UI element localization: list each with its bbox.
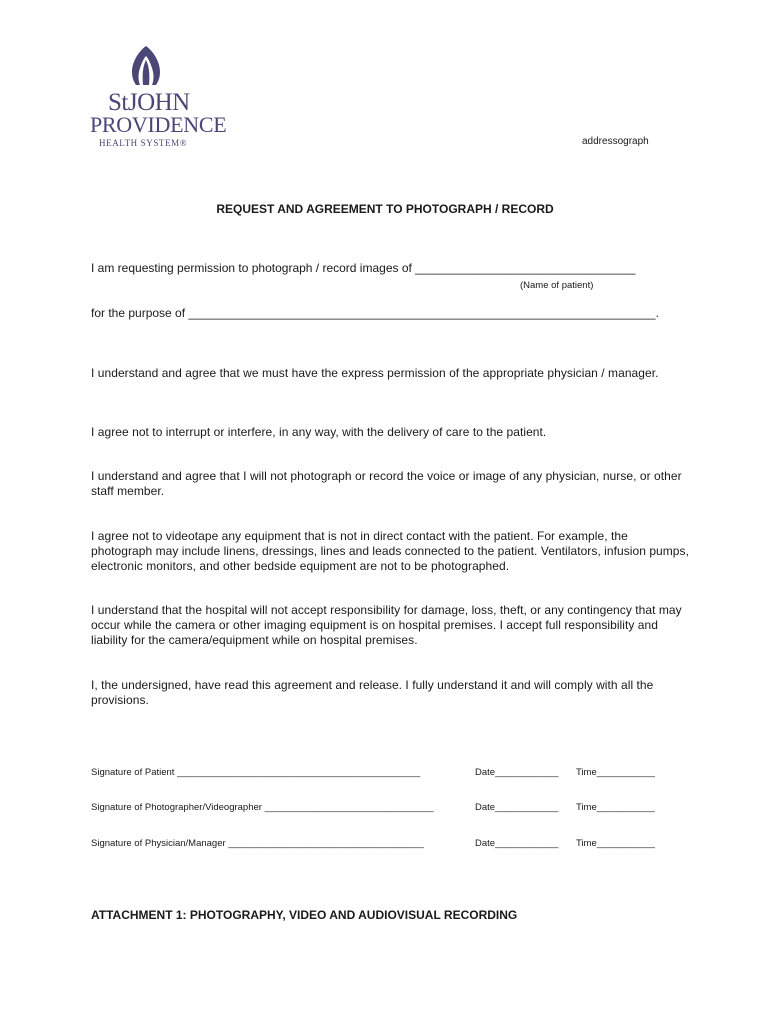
request-line: I am requesting permission to photograph / record images of _________________________________ xyxy=(91,261,636,275)
signature-physician-field: Signature of Physician/Manager _____________________________________ xyxy=(91,838,424,849)
signature-physician-time: Time___________ xyxy=(576,838,655,849)
paragraph-no-staff-recording: I understand and agree that I will not photograph or record the voice or image of any physician, nurse, or other staff member. xyxy=(91,469,682,498)
signature-photographer-time: Time___________ xyxy=(576,802,655,813)
signature-photographer-date: Date____________ xyxy=(475,802,559,813)
signature-patient-time: Time___________ xyxy=(576,767,655,778)
name-of-patient-caption: (Name of patient) xyxy=(520,280,594,291)
paragraph-acknowledgement: I, the undersigned, have read this agreement and release. I fully understand it and will comply with all the provisions. xyxy=(91,678,654,707)
purpose-line: for the purpose of ______________________________________________________________________. xyxy=(91,306,659,320)
paragraph-equipment: I agree not to videotape any equipment that is not in direct contact with the patient. For example, the photograph may include linens, dressings, lines and leads connected to the patient. Ventilators, infusion pumps, electronic monitors, and other bedside equipment are not to be photographed. xyxy=(91,529,689,573)
signature-photographer-field: Signature of Photographer/Videographer ________________________________ xyxy=(91,802,434,813)
logo-text-stjohn: StJOHN xyxy=(108,89,190,116)
paragraph-permission: I understand and agree that we must have the express permission of the appropriate physician / manager. xyxy=(91,366,659,380)
praying-hands-logo-icon xyxy=(124,44,168,86)
logo-text-health-system: HEALTH SYSTEM® xyxy=(99,138,188,148)
signature-physician-date: Date____________ xyxy=(475,838,559,849)
signature-patient-field: Signature of Patient ______________________________________________ xyxy=(91,767,421,778)
logo xyxy=(88,44,227,154)
addressograph-label: addressograph xyxy=(582,136,649,147)
logo-text-providence: PROVIDENCE xyxy=(90,112,227,137)
signature-patient-date: Date____________ xyxy=(475,767,559,778)
paragraph-liability: I understand that the hospital will not accept responsibility for damage, loss, theft, or any contingency that may occur while the camera or other imaging equipment is on hospital premises. I accept full responsibility and liability for the camera/equipment while on hospital premises. xyxy=(91,603,682,647)
document-title: REQUEST AND AGREEMENT TO PHOTOGRAPH / RECORD xyxy=(216,202,554,216)
attachment-heading: ATTACHMENT 1: PHOTOGRAPHY, VIDEO AND AUDIOVISUAL RECORDING xyxy=(91,908,518,922)
paragraph-no-interrupt: I agree not to interrupt or interfere, in any way, with the delivery of care to the patient. xyxy=(91,425,547,439)
